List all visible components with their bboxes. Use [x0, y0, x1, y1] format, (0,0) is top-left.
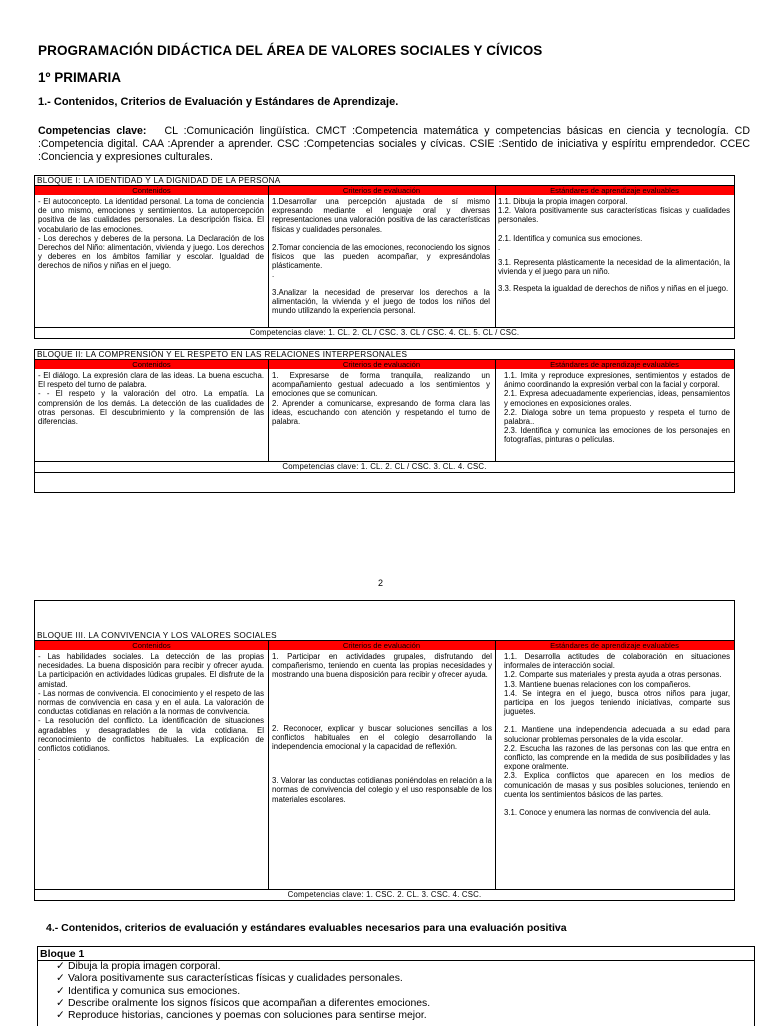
- estandar-item: 1.1. Dibuja la propia imagen corporal.: [498, 197, 628, 206]
- contenido-item: .: [38, 753, 41, 763]
- criterio-item: 1.Desarrollar una percepción ajustada de sí mismo expresando mediante el lenguaje oral y diversas representaciones una valoración positiva de las características físicas y cualidades personales.: [272, 197, 490, 234]
- list-item-text: Dibuja la propia imagen corporal.: [68, 961, 221, 972]
- list-item: [56, 986, 430, 998]
- criterio-item: 1. Expresarse de forma tranquila, realizando un acompañamiento gestual adecuado a los sentimientos y emociones que se comunican.: [272, 371, 490, 399]
- header-criterios: Criterios de evaluación: [342, 360, 421, 369]
- header-contenidos: Contenidos: [132, 641, 171, 650]
- bloque-2-title: BLOQUE II: LA COMPRENSIÓN Y EL RESPETO EN LAS RELACIONES INTERPERSONALES: [37, 350, 408, 359]
- bloque-2-header-row: [35, 360, 734, 369]
- estandar-item: 3.1. Conoce y enumera las normas de convivencia del aula.: [504, 808, 711, 818]
- bloque-3-header-row: [35, 641, 734, 650]
- criterio-item: 2. Aprender a comunicarse, expresando de forma clara las ideas, escuchando con atención y respetando el turno de palabra.: [272, 398, 490, 427]
- estandar-item: 2.2. Escucha las razones de las personas con las que entra en conflicto, las comprende en la medida de sus posibilidades y las expone oralmente.: [504, 743, 730, 772]
- bloque-1-header-row: [35, 186, 734, 195]
- divider: [268, 641, 269, 889]
- estandar-item: 2.1. Expresa adecuadamente experiencias, ideas, pensamientos y emociones en exposiciones orales.: [504, 389, 730, 408]
- bloque-2-table: [34, 349, 735, 493]
- estandar-item: 1.1. Desarrolla actitudes de colaboración en situaciones informales de interacción social.: [504, 652, 730, 671]
- header-contenidos: Contenidos: [132, 360, 171, 369]
- bloque-1-footer: Competencias clave: 1. CL. 2. CL / CSC. 3. CL / CSC. 4. CL. 5. CL / CSC.: [249, 328, 520, 337]
- bloque-3-table: [34, 600, 735, 901]
- divider: [495, 641, 496, 889]
- section-1-heading: 1.- Contenidos, Criterios de Evaluación y Estándares de Aprendizaje.: [38, 96, 399, 108]
- bloque-3-footer: Competencias clave: 1. CSC. 2. CL. 3. CSC. 4. CSC.: [287, 890, 482, 899]
- estandar-item: 1.2. Comparte sus materiales y presta ayuda a otras personas.: [504, 670, 722, 680]
- header-estandares: Estándares de aprendizaje evaluables: [550, 360, 679, 369]
- bloque-3-criterios: [272, 652, 492, 804]
- header-estandares: Estándares de aprendizaje evaluables: [550, 641, 679, 650]
- divider: [495, 360, 496, 461]
- header-criterios: Criterios de evaluación: [342, 186, 421, 195]
- divider: [268, 186, 269, 327]
- list-item-text: Describe oralmente los signos físicos que acompañan a diferentes emociones.: [68, 997, 431, 1009]
- estandar-item: 2.1. Identifica y comunica sus emociones.: [498, 233, 643, 243]
- list-item-text: Valora positivamente sus características físicas y cualidades personales.: [68, 973, 403, 985]
- criterio-item: .: [272, 270, 275, 280]
- divider: [35, 472, 734, 473]
- header-estandares: Estándares de aprendizaje evaluables: [550, 186, 679, 195]
- criterio-item: 3.Analizar la necesidad de preservar los derechos a la alimentación, la vivienda y el juego de todos los niños del mundo utilizando la experiencia personal.: [272, 287, 490, 316]
- contenido-item: - La resolución del conflicto. La identificación de situaciones agradables y desagradables de la vida cotidiana. El reconocimiento de conflictos habituales. La explicación de conflictos cotidianos.: [38, 716, 264, 754]
- criterio-item: 1. Participar en actividades grupales, disfrutando del compañerismo, teniendo en cuenta las propias necesidades y mostrando una buena disposición para recibir y ofrecer ayuda.: [272, 652, 492, 680]
- list-item: [56, 1010, 430, 1022]
- checkmark-icon: ✓: [56, 973, 65, 985]
- bloque-2-footer: Competencias clave: 1. CL. 2. CL / CSC. 3. CL. 4. CSC.: [282, 462, 487, 471]
- list-item: [56, 961, 430, 973]
- estandar-item: 3.3. Respeta la igualdad de derechos de niños y niñas en el juego.: [498, 284, 729, 294]
- bloque-2-criterios: [272, 371, 490, 426]
- list-item-text: Reproduce historias, canciones y poemas con soluciones para sentirse mejor.: [68, 1010, 427, 1022]
- competencias-label: Competencias clave:: [38, 125, 147, 137]
- bloque-3-contenidos: [38, 652, 264, 762]
- estandar-item: 2.3. Identifica y comunica las emociones de los personajes en fotografías, pinturas o películas.: [504, 426, 730, 445]
- contenido-item: - Las habilidades sociales. La detección de las propias necesidades. La buena disposición para recibir y ofrecer ayuda. La participación en actividades lúdicas grupales. El disfrute de la amistad.: [38, 652, 264, 689]
- criterio-item: 2. Reconocer, explicar y buscar soluciones sencillas a los conflictos habituales en el colegio desarrollando la independencia emocional y la capacidad de reflexión.: [272, 723, 492, 752]
- list-item-text: Identifica y comunica sus emociones.: [68, 985, 241, 997]
- estandar-item: .: [498, 242, 501, 252]
- criterio-item: 2.Tomar conciencia de las emociones, reconociendo los signos físicos que las pueden acompañar, y expresándolas plásticamente.: [272, 242, 491, 271]
- checkmark-icon: ✓: [56, 997, 65, 1009]
- criterio-item: 3. Valorar las conductas cotidianas poniéndolas en relación a la normas de convivencia del colegio y el uso responsable de los materiales escolares.: [272, 776, 492, 804]
- grade-heading: 1º PRIMARIA: [38, 70, 121, 85]
- section-4-heading: 4.- Contenidos, criterios de evaluación y estándares evaluables necesarios para una evaluación positiva: [46, 922, 567, 934]
- divider: [268, 360, 269, 461]
- list-item: [56, 973, 430, 985]
- bloque-3-estandares: [504, 652, 730, 817]
- page-number: 2: [378, 578, 384, 588]
- contenido-item: - - El respeto y la valoración del otro. La empatía. La comprensión de los demás. La detección de las cualidades de otras personas. El descubrimiento y la comprensión de las diferencias.: [38, 389, 264, 427]
- list-item: [56, 998, 430, 1010]
- estandar-item: 2.3. Explica conflictos que aparecen en los medios de comunicación de masas y sus posibles soluciones, teniendo en cuenta los sentimientos básicos de las partes.: [504, 771, 730, 799]
- checkmark-icon: ✓: [56, 1010, 65, 1022]
- bloque-1-criterios: [272, 197, 490, 315]
- competencias-paragraph: [38, 125, 750, 164]
- bloque-1-contenidos: [38, 197, 264, 271]
- competencias-text: CL :Comunicación lingüística. CMCT :Competencia matemática y competencias básicas en ciencia y tecnología. CD :Competencia digital. CAA :Aprender a aprender. CSC :Competencias sociales y cívicas. CSIE :Sentido de iniciativa y espíritu emprendedor. CCEC :Conciencia y expresiones culturales.: [38, 125, 750, 163]
- checkmark-icon: ✓: [56, 985, 65, 997]
- header-contenidos: Contenidos: [132, 186, 171, 195]
- contenido-item: - El diálogo. La expresión clara de las ideas. La buena escucha. El respeto del turno de palabra.: [38, 371, 264, 390]
- bloque-1-table: [34, 175, 735, 339]
- document-title: PROGRAMACIÓN DIDÁCTICA DEL ÁREA DE VALORES SOCIALES Y CÍVICOS: [38, 43, 543, 58]
- contenido-item: - El autoconcepto. La identidad personal. La toma de conciencia de uno mismo, emociones y sentimientos. La autopercepción positiva de las cualidades personales. La descripción física. El vocabulario de las emociones.: [38, 197, 264, 234]
- bloque-2-contenidos: [38, 371, 264, 426]
- bloque-1-estandares: [498, 197, 730, 294]
- estandar-item: 1.4. Se integra en el juego, busca otros niños para jugar, participa en los juegos teniendo iniciativas, comparte sus juguetes.: [504, 688, 730, 717]
- estandar-item: 2.2. Dialoga sobre un tema propuesto y respeta el turno de palabra..: [504, 407, 730, 427]
- contenido-item: - Las normas de convivencia. El conocimiento y el respeto de las normas de convivencia en casa y en el aula. La valoración de conductas cotidianas en relación a la normas de convivencia.: [38, 688, 264, 717]
- divider: [495, 186, 496, 327]
- header-criterios: Criterios de evaluación: [342, 641, 421, 650]
- estandar-item: 1.3. Mantiene buenas relaciones con los compañeros.: [504, 679, 691, 689]
- divider: [35, 185, 734, 186]
- estandar-item: 1.1. Imita y reproduce expresiones, sentimientos y estados de ánimo coordinando la expresión verbal con la facial y corporal.: [504, 371, 730, 390]
- estandar-item: 3.1. Representa plásticamente la necesidad de la alimentación, la vivienda y el juego para un niño.: [498, 258, 730, 277]
- bloque-1-eval-list: [56, 961, 430, 1022]
- checkmark-icon: ✓: [56, 961, 65, 972]
- estandar-item: 1.2. Valora positivamente sus características físicas y cualidades personales.: [498, 206, 730, 225]
- bloque-2-estandares: [504, 371, 730, 445]
- divider: [35, 359, 734, 360]
- bloque-1-eval-box: [37, 946, 755, 1026]
- estandar-item: 2.1. Mantiene una independencia adecuada a su edad para solucionar problemas personales de la vida escolar.: [504, 725, 730, 744]
- bloque-3-title: BLOQUE III. LA CONVIVENCIA Y LOS VALORES SOCIALES: [37, 631, 277, 640]
- contenido-item: - Los derechos y deberes de la persona. La Declaración de los Derechos del Niño: alimentación, vivienda y juego. Los derechos y deberes en los ámbitos familiar y escolar. Igualdad de derechos de niños y niñas en el juego.: [38, 233, 264, 271]
- bloque-1-eval-title: Bloque 1: [40, 948, 85, 960]
- bloque-1-title: BLOQUE I: LA IDENTIDAD Y LA DIGNIDAD DE LA PERSONA: [37, 176, 281, 185]
